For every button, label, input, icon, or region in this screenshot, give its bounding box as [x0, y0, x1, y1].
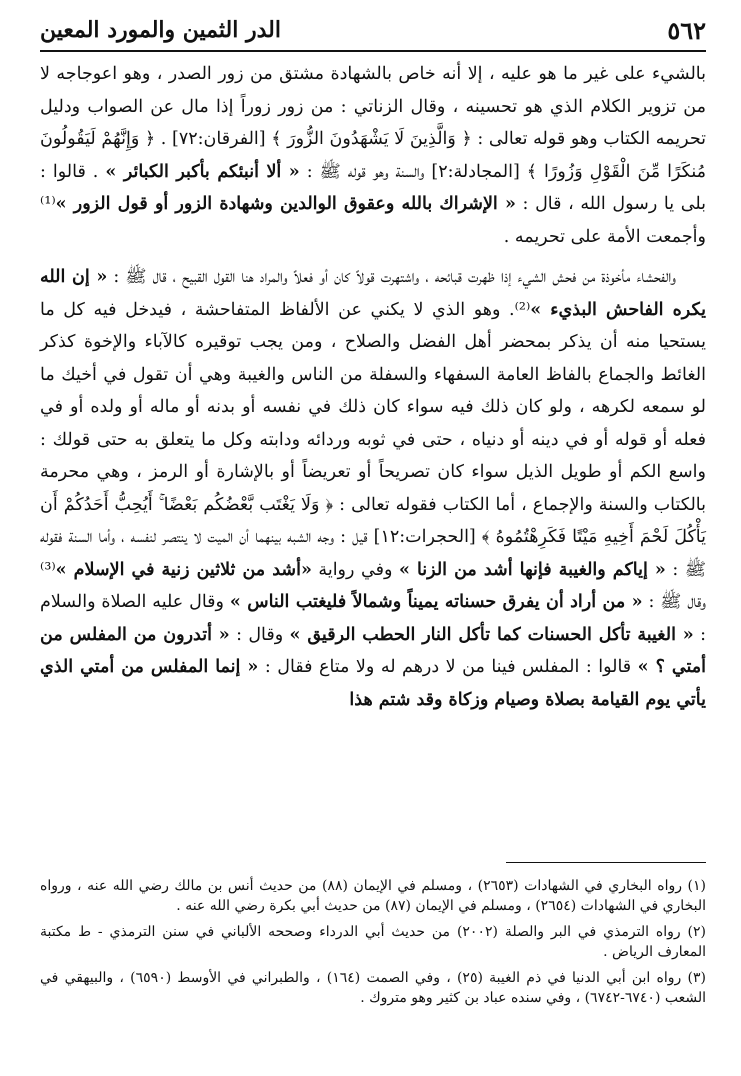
text-run: وقال ﷺ : — [642, 592, 707, 612]
text-run: . قالوا : بلى يا رسول الله ، قال : — [40, 161, 706, 214]
page-number: ٥٦٢ — [667, 15, 706, 45]
text-run: . وهو الذي لا يكني عن الألفاظ المتفاحشة ، فيدخل فيه كل ما يستحيا منه أن يذكر بمحضر أهل الفضل والصلاح ، ومن يجب توقيره كالآباء والإخوة كذكر الغائط والجماع بالفاظ العامة السفهاء والسفلة من الناس والغيبة وهي أن تقول في أخيك ما لو سمعه لكرهه ، ولو كان ذلك فيه سواء كان ذلك في نفسه أو بدنه أو ماله أو ولده أو في فعله أو قوله أو في دينه أو دنياه ، حتى في ثوبه وردائه ودابته وكل ما يتعلق به حتى قولك : واسع الكم أو طويل الذيل سواء كان تصريحاً أو تعريضاً أو بالإشارة أو الرمز ، وهي محرمة بالكتاب والسنة والإجماع ، أما الكتاب فقوله تعالى : ﴿ وَلَا يَغْتَب بَّعْضُكُم بَعْضًا ۚ أَيُحِبُّ أَحَدُكُمْ أَن يَأْكُلَ لَحْمَ أَخِيهِ مَيْتًا فَكَرِهْتُمُوهُ ﴾ [الحجرات:١٢] قيل : وجه الشبه بينهما أن الميت لا ينتصر لنفسه ، وأما السنة فقوله ﷺ : — [40, 299, 707, 580]
hadith-quote: « من أراد أن يفرق حسناته يميناً وشمالاً فليغتب الناس » — [229, 592, 643, 612]
hadith-quote: « إياكم والغيبة فإنها أشد من الزنا » — [398, 559, 666, 580]
footnote-2: (٢) رواه الترمذي في البر والصلة (٢٠٠٢) من حديث أبي الدرداء وصححه الألباني في سنن الترمذي - ط مكتبة المعارف الرياض . — [40, 924, 706, 960]
hadith-quote: «أشد من ثلاثين زنية في الإسلام » — [55, 559, 312, 580]
footnote-1: (١) رواه البخاري في الشهادات (٢٦٥٣) ، ومسلم في الإيمان (٨٨) من حديث أنس بن مالك رضي الله عنه ، ورواه البخاري في الشهادات (٢٦٥٤) ، ومسلم في الإيمان (٨٧) من حديث أبي بكرة رضي الله عنه . — [40, 878, 706, 914]
hadith-quote: « الغيبة تأكل الحسنات كما تأكل النار الحطب الرقيق » — [289, 624, 694, 645]
footnote-3: (٣) رواه ابن أبي الدنيا في ذم الغيبة (٢٥) ، وفي الصمت (١٦٤) ، والطبراني في الأوسط (٦٥٩٠) ، والبيهقي في الشعب (٦٧٤٠-٦٧٤٢) ، وفي سنده عباد بن كثير وهو متروك . — [40, 970, 706, 1006]
hadith-quote: « إنما المفلس من أمتي الذي يأتي يوم القيامة بصلاة وصيام وزكاة وقد شتم هذا — [40, 657, 706, 710]
text-run: ⁽²⁾ — [514, 299, 531, 320]
text-run: ⁽¹⁾ — [40, 194, 56, 214]
main-text — [40, 58, 706, 716]
paragraph — [40, 58, 706, 253]
paragraph — [40, 261, 706, 716]
footnotes — [40, 876, 706, 1014]
text-run: وقال عليه الصلاة والسلام : — [40, 592, 706, 645]
text-run: ⁽³⁾ — [40, 559, 56, 580]
footnote-separator — [506, 862, 706, 863]
running-title: الدر الثمين والمورد المعين — [40, 17, 282, 43]
hadith-quote: « ألا أنبئكم بأكبر الكبائر » — [105, 161, 300, 182]
text-run: وقال : — [229, 624, 290, 645]
hadith-quote: « أتدرون من المفلس من أمتي ؟ » — [40, 624, 707, 677]
page-header — [40, 10, 706, 52]
text-run: والفحشاء مأخوذة من فحش الشيء إذا ظهرت قبائحه ، واشتهرت قولاً كان أو فعلاً والمراد هنا القول القبيح ، قال ﷺ : — [107, 267, 676, 287]
text-run: قالوا : المفلس فينا من لا درهم له ولا متاع فقال : — [258, 657, 638, 677]
hadith-quote: « الإشراك بالله وعقوق الوالدين وشهادة الزور أو قول الزور » — [55, 194, 516, 214]
text-run: وأجمعت الأمة على تحريمه . — [503, 226, 706, 247]
text-run: وفي رواية — [311, 559, 399, 580]
hadith-quote: « إن الله يكره الفاحش البذيء » — [40, 267, 707, 320]
text-run: بالشيء على غير ما هو عليه ، إلا أنه خاص بالشهادة مشتق من زور الصدر ، وهو اعوجاجه لا من تزوير الكلام الذي هو تحسينه ، وقال الزناتي : من زور زوراً إذا مال عن الصواب ودليل تحريمه الكتاب وهو قوله تعالى : ﴿ وَالَّذِينَ لَا يَشْهَدُونَ الزُّورَ ﴾ [الفرقان:٧٢] . ﴿ وَإِنَّهُمْ لَيَقُولُونَ مُنكَرًا مِّنَ الْقَوْلِ وَزُورًا ﴾ [المجادلة:٢] والسنة وهو قوله ﷺ : — [40, 64, 706, 182]
